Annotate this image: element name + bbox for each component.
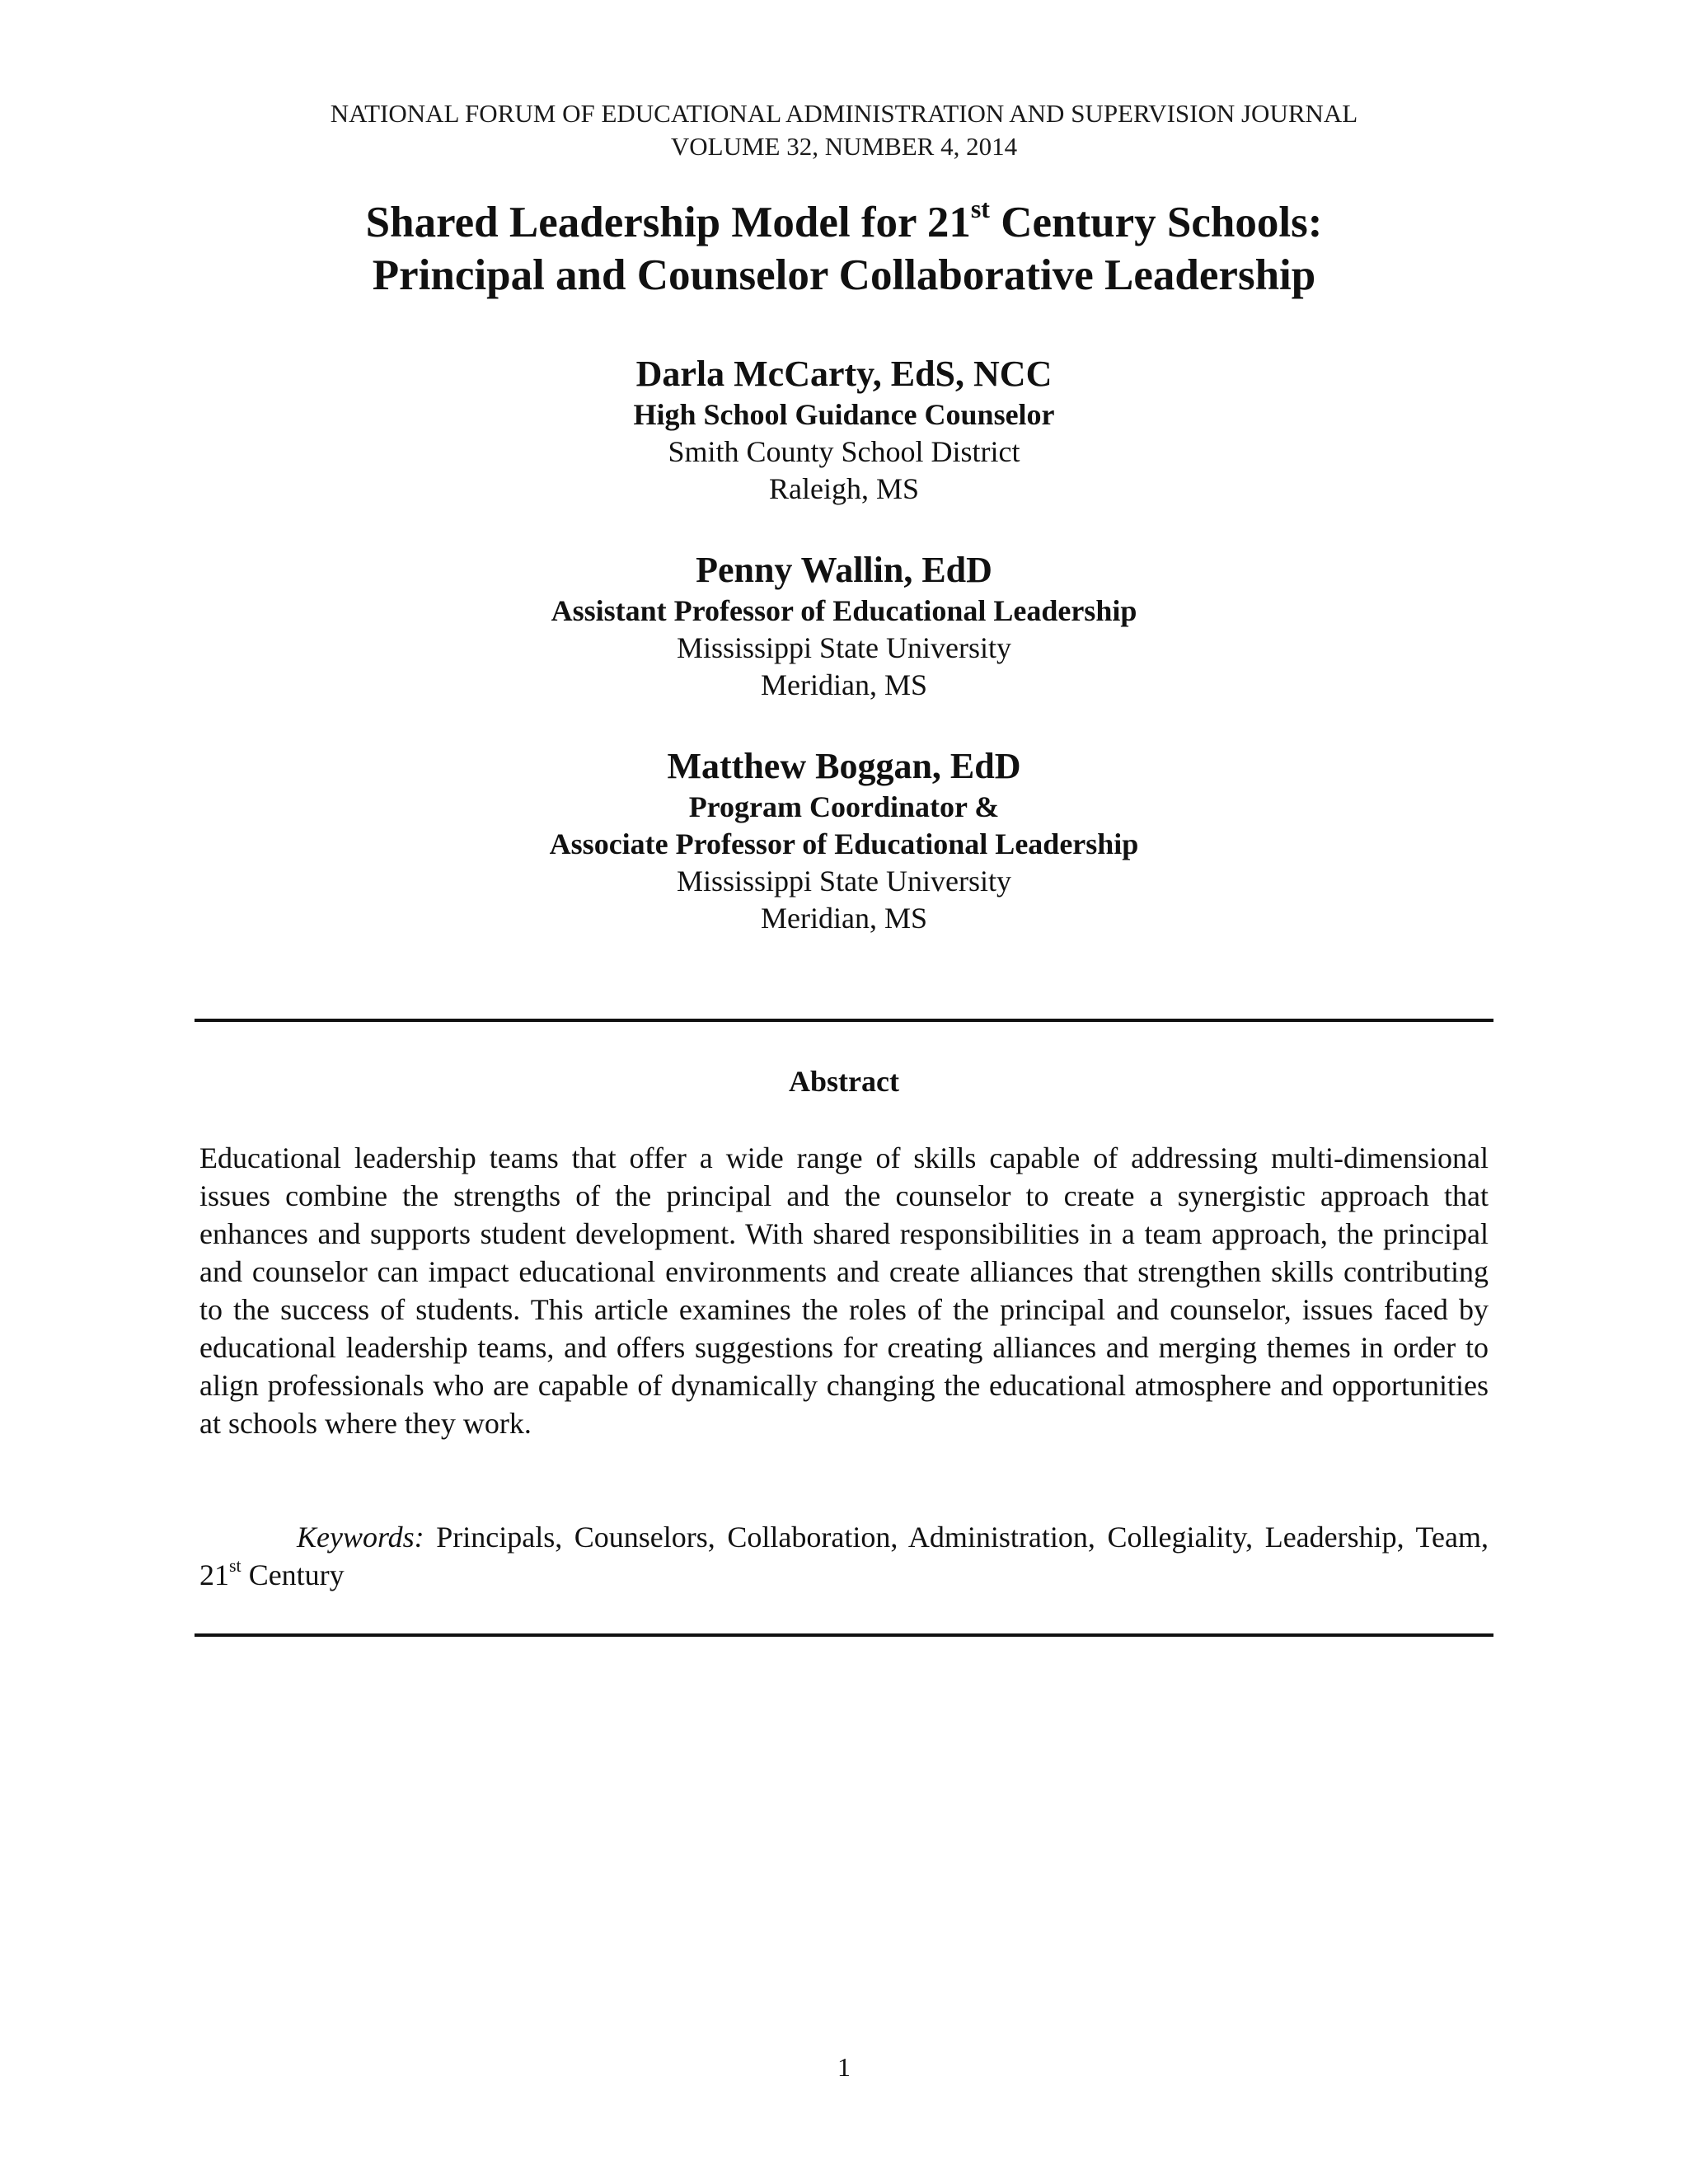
author-role: Assistant Professor of Educational Leadership	[551, 594, 1137, 627]
running-head-volume: VOLUME 32, NUMBER 4, 2014	[670, 132, 1018, 161]
keywords-paragraph	[199, 1518, 1489, 1594]
title-superscript: st	[970, 194, 990, 224]
author-block	[0, 352, 1688, 508]
author-role: Associate Professor of Educational Leadership	[549, 827, 1139, 860]
keywords-text-end: Century	[241, 1558, 345, 1591]
paper-title-line-1	[0, 196, 1688, 249]
author-block	[0, 548, 1688, 704]
running-head-journal: NATIONAL FORUM OF EDUCATIONAL ADMINISTRATION AND SUPERVISION JOURNAL	[330, 99, 1358, 128]
author-role: Program Coordinator &	[688, 790, 1000, 823]
author-location: Raleigh, MS	[768, 472, 919, 505]
author-location: Meridian, MS	[761, 668, 927, 701]
author-affiliation: Smith County School District	[668, 435, 1020, 468]
title-text: Shared Leadership Model for 21	[365, 199, 971, 246]
keywords-superscript: st	[229, 1555, 241, 1576]
keywords-label: Keywords:	[297, 1521, 424, 1554]
author-affiliation: Mississippi State University	[676, 631, 1012, 664]
author-role: High School Guidance Counselor	[633, 398, 1055, 431]
paper-title-line-2: Principal and Counselor Collaborative Leadership	[372, 251, 1316, 299]
author-block	[0, 744, 1688, 937]
bottom-divider-rule	[195, 1633, 1493, 1637]
author-name: Matthew Boggan, EdD	[667, 746, 1021, 786]
page-number: 1	[837, 2052, 851, 2082]
top-divider-rule	[195, 1019, 1493, 1022]
author-location: Meridian, MS	[761, 902, 927, 935]
author-name: Penny Wallin, EdD	[696, 550, 992, 590]
author-name: Darla McCarty, EdS, NCC	[635, 354, 1053, 394]
title-text-end: Century Schools:	[989, 199, 1323, 246]
author-affiliation: Mississippi State University	[676, 865, 1012, 898]
abstract-heading: Abstract	[789, 1065, 899, 1098]
keywords-text: Principals, Counselors, Collaboration, Administration, Collegiality, Leadership, Team, 21	[199, 1521, 1489, 1591]
abstract-body: Educational leadership teams that offer a wide range of skills capable of addressing multi-dimensional issues combine the strengths of the principal and the counselor to create a synergistic approach that enhances and supports student development. With shared responsibilities in a team approach, the principal and counselor can impact educational environments and create alliances that strengthen skills contributing to the success of students. This article examines the roles of the principal and counselor, issues faced by educational leadership teams, and offers suggestions for creating alliances and merging themes in order to align professionals who are capable of dynamically changing the educational atmosphere and opportunities at schools where they work.	[199, 1141, 1489, 1440]
